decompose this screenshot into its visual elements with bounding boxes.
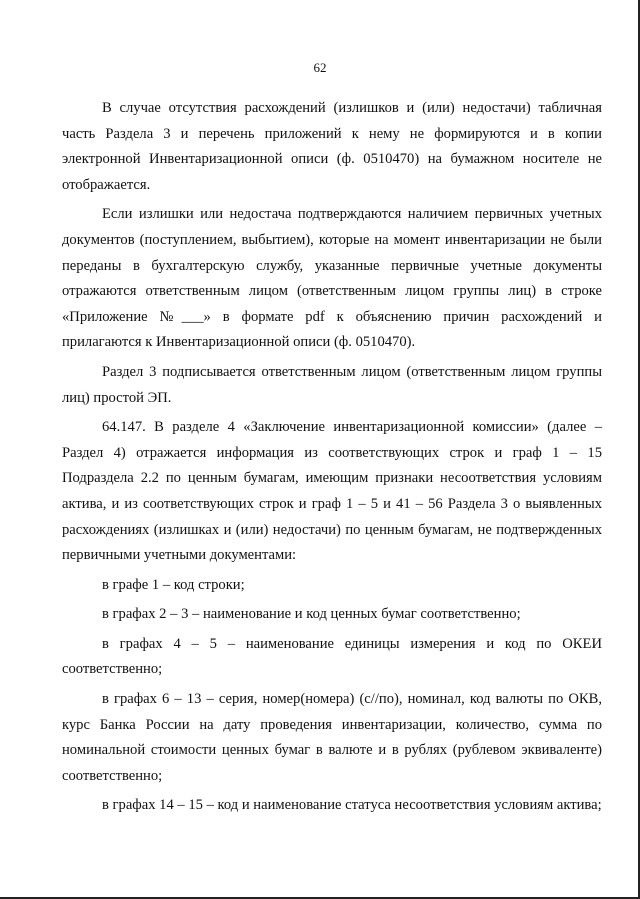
- paragraph-surplus-shortage: Если излишки или недостача подтверждаются наличием первичных учетных документов (поступлением, выбытием), которые на момент инвентаризации не были переданы в бухгалтерскую службу, указанные первичные учетные документы отражаются ответственным лицом (ответственным лицом группы лиц) в строке «Приложение №___» в формате pdf к объяснению причин расхождений и прилагаются к Инвентаризационной описи (ф. 0510470).: [62, 206, 602, 351]
- list-item-column-1: в графе 1 – код строки;: [102, 576, 245, 593]
- paragraph-64-147: 64.147. В разделе 4 «Заключение инвентаризационной комиссии» (далее – Раздел 4) отражается информация из соответствующих строк и граф 1 – 15 Подраздела 2.2 по ценным бумагам, имеющим признаки несоответствия условиям актива, и из соответствующих строк и граф 1 – 5 и 41 – 56 Раздела 3 о выявленных расхождениях (излишках и (или) недостачи) по ценным бумагам, не подтвержденных первичными учетными документами:: [62, 419, 602, 564]
- list-item-columns-2-3: в графах 2 – 3 – наименование и код ценных бумаг соответственно;: [102, 606, 521, 623]
- list-item-columns-4-5: в графах 4 – 5 – наименование единицы измерения и код по ОКЕИ соответственно;: [62, 635, 602, 678]
- list-item-columns-14-15: в графах 14 – 15 – код и наименование статуса несоответствия условиям актива;: [102, 797, 602, 814]
- paragraph-no-discrepancies: В случае отсутствия расхождений (излишков и (или) недостачи) табличная часть Раздела 3 и перечень приложений к нему не формируются и в копии электронной Инвентаризационной описи (ф. 0510470) на бумажном носителе не отображается.: [62, 100, 602, 193]
- page-number: 62: [313, 60, 327, 75]
- list-item-columns-6-13: в графах 6 – 13 – серия, номер(номера) (с//по), номинал, код валюты по ОКВ, курс Банка России на дату проведения инвентаризации, количество, сумма по номинальной стоимости ценных бумаг в валюте и в рублях (рублевом эквиваленте) соответственно;: [62, 691, 602, 784]
- document-body: [62, 96, 602, 823]
- paragraph-section3-signature: Раздел 3 подписывается ответственным лицом (ответственным лицом группы лиц) простой ЭП.: [62, 363, 602, 406]
